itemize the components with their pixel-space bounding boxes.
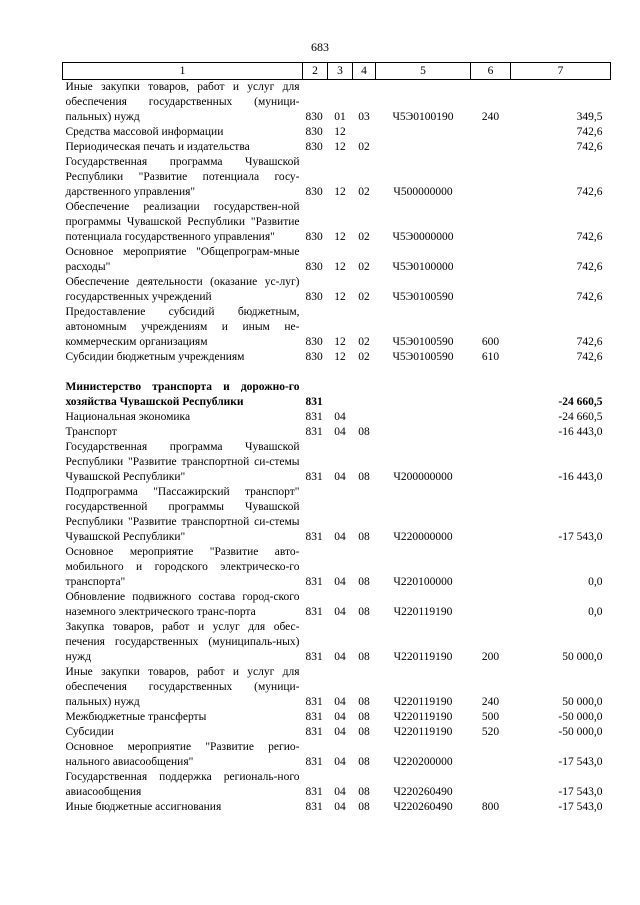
row-csr: Ч220260490	[393, 801, 453, 813]
table-row	[63, 590, 611, 620]
row-pr	[353, 380, 376, 410]
row-pr: 08	[358, 756, 370, 768]
row-sum: -24 660,5	[558, 396, 603, 408]
row-pr: 03	[358, 111, 370, 123]
row-vr: 610	[481, 351, 500, 363]
row-rz: 04	[334, 531, 346, 543]
row-rz: 04	[334, 696, 346, 708]
table-row	[63, 380, 611, 410]
row-csr: Ч220119190	[393, 651, 453, 663]
table-row	[63, 425, 611, 440]
row-vr	[471, 590, 511, 620]
row-rz: 04	[334, 801, 346, 813]
row-gr: 831	[305, 471, 323, 483]
row-sum: -16 443,0	[558, 471, 603, 483]
row-pr: 08	[358, 426, 370, 438]
row-gr: 831	[305, 531, 323, 543]
row-sum: -24 660,5	[558, 411, 603, 423]
row-name: Периодическая печать и издательства	[65, 141, 250, 153]
row-vr	[471, 410, 511, 425]
row-rz: 04	[334, 576, 346, 588]
row-gr: 831	[305, 426, 323, 438]
row-gr: 830	[305, 186, 323, 198]
row-pr: 08	[358, 531, 370, 543]
row-gr: 830	[305, 291, 323, 303]
row-name: Обеспечение реализации государствен-ной программы Чувашской Республики "Развитие потенциала государственного управления"	[65, 201, 300, 243]
spacer-cell	[63, 365, 611, 380]
header-col-7: 7	[511, 63, 611, 80]
row-vr: 800	[481, 801, 500, 813]
row-vr	[471, 485, 511, 545]
row-vr	[471, 545, 511, 590]
row-name: Обеспечение деятельности (оказание ус-луг) государственных учреждений	[65, 276, 300, 303]
table-row	[63, 80, 611, 126]
row-sum: 742,6	[576, 126, 603, 138]
row-gr: 831	[305, 756, 323, 768]
row-sum: -17 543,0	[558, 756, 603, 768]
row-sum: 742,6	[576, 291, 603, 303]
row-vr: 200	[481, 651, 500, 663]
table-row	[63, 245, 611, 275]
table-row	[63, 410, 611, 425]
row-vr	[471, 155, 511, 200]
row-gr: 831	[305, 726, 323, 738]
row-rz	[328, 380, 353, 410]
row-name: Основное мероприятие "Общепрограм-мные расходы"	[65, 246, 300, 273]
row-pr: 08	[358, 726, 370, 738]
row-csr: Ч220119190	[393, 606, 453, 618]
header-col-1: 1	[63, 63, 303, 80]
row-gr: 830	[305, 261, 323, 273]
row-vr	[471, 770, 511, 800]
row-sum: -50 000,0	[558, 726, 603, 738]
row-name: Межбюджетные трансферты	[65, 711, 207, 723]
row-csr	[376, 140, 471, 155]
row-pr	[353, 125, 376, 140]
row-name: Субсидии	[65, 726, 114, 738]
row-rz: 04	[334, 471, 346, 483]
header-col-5: 5	[376, 63, 471, 80]
table-row	[63, 200, 611, 245]
row-vr: 240	[481, 696, 500, 708]
row-sum: -17 543,0	[558, 786, 603, 798]
row-rz: 04	[334, 786, 346, 798]
row-name: Государственная поддержка региональ-ного авиасообщения	[65, 771, 300, 798]
row-vr: 500	[481, 711, 500, 723]
row-csr: Ч5Э0100590	[392, 351, 454, 363]
row-csr: Ч220260490	[393, 786, 453, 798]
row-gr: 830	[305, 111, 323, 123]
row-gr: 831	[305, 696, 323, 708]
row-name: Средства массовой информации	[65, 126, 224, 138]
row-vr: 240	[481, 111, 500, 123]
row-csr: Ч220119190	[393, 696, 453, 708]
row-name: Закупка товаров, работ и услуг для обес-печения государственных (муниципаль-ных) нужд	[65, 621, 300, 663]
row-name: Иные бюджетные ассигнования	[65, 801, 222, 813]
table-row	[63, 275, 611, 305]
row-sum: 742,6	[576, 351, 603, 363]
row-name: Иные закупки товаров, работ и услуг для обеспечения государственных (муници-пальных) нужд	[65, 666, 300, 708]
row-sum: -17 543,0	[558, 801, 603, 813]
row-pr: 08	[358, 801, 370, 813]
row-name: Государственная программа Чувашской Республики "Развитие потенциала госу-дарственного управления"	[65, 156, 300, 198]
row-vr	[471, 440, 511, 485]
row-sum: -17 543,0	[558, 531, 603, 543]
row-csr: Ч5Э0100590	[392, 336, 454, 348]
row-sum: 0,0	[588, 606, 603, 618]
table-row	[63, 800, 611, 815]
row-csr: Ч5Э0100190	[392, 111, 454, 123]
table-row	[63, 770, 611, 800]
table-row	[63, 710, 611, 725]
row-gr: 831	[305, 576, 323, 588]
row-name: Министерство транспорта и дорожно-го хозяйства Чувашской Республики	[65, 381, 300, 408]
row-name: Основное мероприятие "Развитие регио-нального авиасообщения"	[65, 741, 300, 768]
row-csr: Ч5Э0000000	[392, 231, 454, 243]
header-col-4: 4	[353, 63, 376, 80]
row-rz: 12	[334, 291, 346, 303]
row-name: Государственная программа Чувашской Республики "Развитие транспортной си-стемы Чувашской Республики"	[65, 441, 300, 483]
row-vr	[471, 245, 511, 275]
table-header-row	[63, 63, 611, 80]
table-row	[63, 440, 611, 485]
header-col-2: 2	[303, 63, 328, 80]
budget-table	[62, 62, 611, 815]
row-vr	[471, 740, 511, 770]
row-rz: 04	[334, 651, 346, 663]
row-sum: 742,6	[576, 336, 603, 348]
row-sum: 742,6	[576, 186, 603, 198]
row-rz: 04	[334, 411, 346, 423]
row-rz: 12	[334, 126, 346, 138]
table-body	[63, 80, 611, 816]
row-vr: 600	[481, 336, 500, 348]
row-rz: 12	[334, 261, 346, 273]
page-number: 683	[311, 40, 329, 54]
row-rz: 04	[334, 756, 346, 768]
row-pr: 08	[358, 651, 370, 663]
row-csr: Ч220119190	[393, 711, 453, 723]
row-vr	[471, 140, 511, 155]
row-csr: Ч500000000	[393, 186, 453, 198]
row-vr	[471, 200, 511, 245]
row-pr: 02	[358, 186, 370, 198]
row-csr	[376, 410, 471, 425]
row-csr: Ч5Э0100000	[392, 261, 454, 273]
table-row	[63, 725, 611, 740]
row-csr: Ч220100000	[393, 576, 453, 588]
row-gr: 831	[305, 411, 323, 423]
row-pr: 02	[358, 351, 370, 363]
row-vr	[471, 425, 511, 440]
row-name: Основное мероприятие "Развитие авто-мобильного и городского электрическо-го транспорта"	[65, 546, 300, 588]
row-rz: 04	[334, 711, 346, 723]
table-row	[63, 155, 611, 200]
row-gr: 831	[305, 711, 323, 723]
row-rz: 12	[334, 351, 346, 363]
row-gr: 831	[305, 606, 323, 618]
row-vr	[471, 380, 511, 410]
row-rz: 01	[334, 111, 346, 123]
row-gr: 831	[305, 786, 323, 798]
row-sum: 742,6	[576, 141, 603, 153]
row-name: Транспорт	[65, 426, 117, 438]
row-sum: -50 000,0	[558, 711, 603, 723]
row-pr: 08	[358, 696, 370, 708]
row-rz: 12	[334, 231, 346, 243]
row-gr: 830	[305, 336, 323, 348]
row-rz: 04	[334, 726, 346, 738]
row-vr: 520	[481, 726, 500, 738]
row-name: Иные закупки товаров, работ и услуг для обеспечения государственных (муници-пальных) нужд	[65, 81, 300, 123]
table-row	[63, 140, 611, 155]
row-sum: 742,6	[576, 261, 603, 273]
header-col-3: 3	[328, 63, 353, 80]
row-rz: 04	[334, 606, 346, 618]
row-name: Национальная экономика	[65, 411, 191, 423]
row-pr: 08	[358, 576, 370, 588]
table-row	[63, 305, 611, 350]
row-rz: 12	[334, 186, 346, 198]
header-col-6: 6	[471, 63, 511, 80]
row-gr: 830	[305, 231, 323, 243]
row-pr: 08	[358, 471, 370, 483]
row-pr: 02	[358, 231, 370, 243]
row-name: Подпрограмма "Пассажирский транспорт" государственной программы Чувашской Республики "Развитие транспортной си-стемы Чувашской Республики"	[65, 486, 300, 543]
row-name: Предоставление субсидий бюджетным, автономным учреждениям и иным не-коммерческим организациям	[65, 306, 300, 348]
row-name: Субсидии бюджетным учреждениям	[65, 351, 245, 363]
row-csr: Ч220000000	[393, 531, 453, 543]
row-gr: 830	[305, 126, 323, 138]
row-csr: Ч220200000	[393, 756, 453, 768]
row-csr	[376, 380, 471, 410]
row-vr	[471, 275, 511, 305]
row-pr	[353, 410, 376, 425]
row-name: Обновление подвижного состава город-ского наземного электрического транс-порта	[65, 591, 300, 618]
row-sum: 349,5	[576, 111, 603, 123]
row-pr: 08	[358, 606, 370, 618]
row-csr: Ч220119190	[393, 726, 453, 738]
row-csr	[376, 125, 471, 140]
row-rz: 04	[334, 426, 346, 438]
table-row	[63, 125, 611, 140]
row-csr: Ч200000000	[393, 471, 453, 483]
table-row	[63, 740, 611, 770]
row-gr: 830	[305, 351, 323, 363]
row-pr: 08	[358, 786, 370, 798]
table-row	[63, 620, 611, 665]
row-vr	[471, 125, 511, 140]
row-pr: 08	[358, 711, 370, 723]
row-rz: 12	[334, 141, 346, 153]
row-csr: Ч5Э0100590	[392, 291, 454, 303]
row-gr: 831	[305, 651, 323, 663]
row-gr: 830	[305, 141, 323, 153]
row-sum: 50 000,0	[562, 651, 603, 663]
row-sum: 0,0	[588, 576, 603, 588]
row-rz: 12	[334, 336, 346, 348]
row-csr	[376, 425, 471, 440]
row-pr: 02	[358, 261, 370, 273]
table-row	[63, 545, 611, 590]
row-sum: 742,6	[576, 231, 603, 243]
table-row	[63, 485, 611, 545]
row-pr: 02	[358, 291, 370, 303]
row-sum: -16 443,0	[558, 426, 603, 438]
row-gr: 831	[305, 396, 323, 408]
row-sum: 50 000,0	[562, 696, 603, 708]
spacer-row	[63, 365, 611, 380]
row-gr: 831	[305, 801, 323, 813]
row-pr: 02	[358, 141, 370, 153]
row-pr: 02	[358, 336, 370, 348]
table-row	[63, 350, 611, 365]
table-row	[63, 665, 611, 710]
